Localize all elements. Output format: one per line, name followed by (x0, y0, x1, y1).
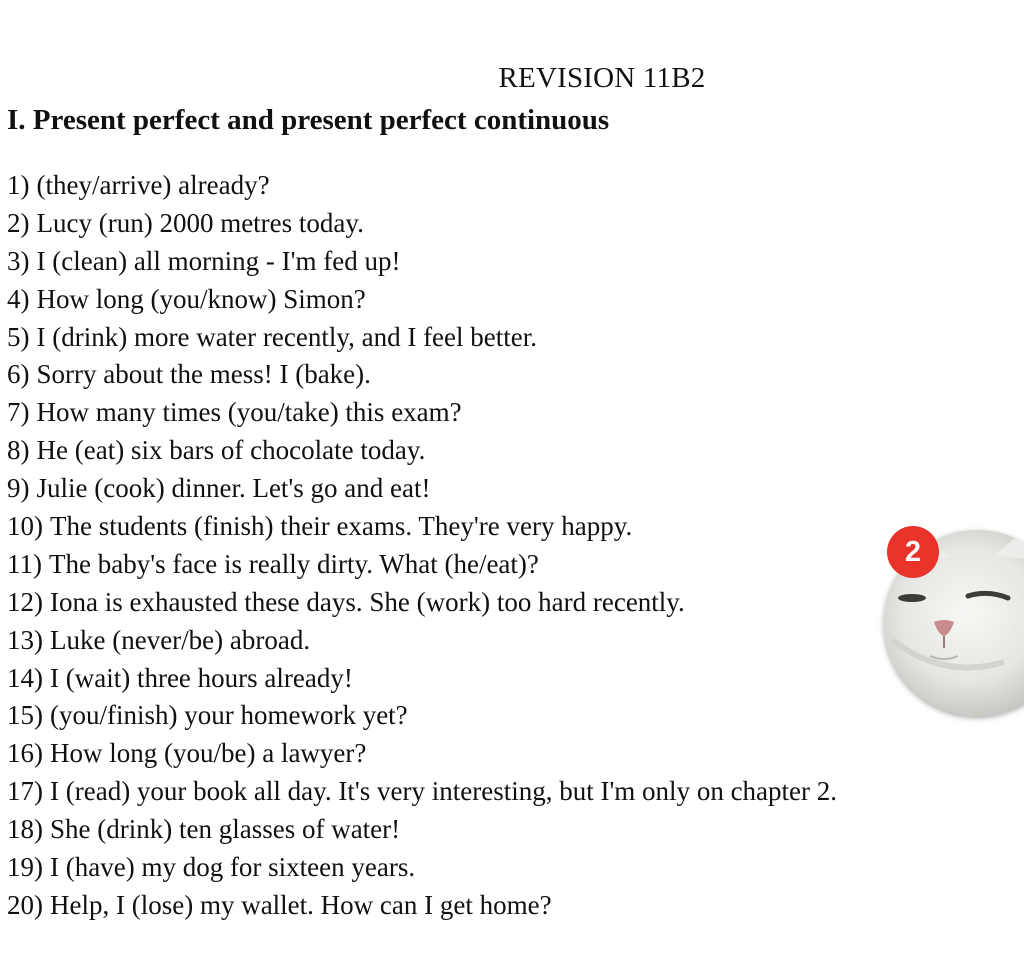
exercise-number: 2) (7, 207, 30, 238)
exercise-number: 15) (7, 700, 43, 731)
exercise-item (7, 318, 837, 356)
exercise-item (7, 242, 837, 280)
exercise-number: 9) (7, 473, 30, 504)
exercise-text: I (drink) more water recently, and I feel better. (36, 321, 538, 352)
exercise-number: 7) (7, 397, 30, 428)
exercise-number: 12) (7, 586, 43, 617)
exercise-item (7, 166, 837, 204)
exercise-text: Help, I (lose) my wallet. How can I get home? (50, 889, 552, 920)
exercise-item (7, 621, 837, 659)
exercise-number: 1) (7, 170, 30, 200)
exercise-text: I (have) my dog for sixteen years. (50, 852, 416, 883)
exercise-number: 4) (7, 283, 30, 314)
exercise-number: 3) (7, 245, 30, 276)
exercise-item (7, 204, 837, 242)
notification-badge: 2 (887, 526, 939, 578)
exercise-item (7, 393, 837, 431)
exercise-text: (they/arrive) already? (36, 170, 270, 200)
exercise-text: The students (finish) their exams. They're very happy. (50, 511, 633, 542)
exercise-number: 17) (7, 776, 43, 807)
exercise-text: I (clean) all morning - I'm fed up! (36, 245, 401, 276)
exercise-list (7, 166, 837, 924)
exercise-text: How many times (you/take) this exam? (36, 397, 462, 428)
exercise-item (7, 848, 837, 886)
exercise-text: Luke (never/be) abroad. (50, 624, 311, 655)
exercise-number: 11) (7, 548, 42, 579)
exercise-number: 10) (7, 511, 43, 542)
exercise-number: 19) (7, 852, 43, 883)
exercise-item (7, 355, 837, 393)
exercise-item (7, 659, 837, 697)
exercise-text: How long (you/be) a lawyer? (50, 738, 367, 769)
exercise-item (7, 545, 837, 583)
exercise-number: 8) (7, 435, 30, 466)
exercise-number: 5) (7, 321, 30, 352)
exercise-text: Lucy (run) 2000 metres today. (36, 207, 364, 238)
exercise-text: Sorry about the mess! I (bake). (36, 359, 371, 390)
exercise-item (7, 772, 837, 810)
exercise-item (7, 734, 837, 772)
exercise-number: 18) (7, 814, 43, 845)
exercise-item (7, 583, 837, 621)
exercise-number: 6) (7, 359, 30, 390)
exercise-text: I (read) your book all day. It's very interesting, but I'm only on chapter 2. (50, 776, 838, 807)
exercise-text: Julie (cook) dinner. Let's go and eat! (36, 473, 431, 504)
exercise-item (7, 696, 837, 734)
exercise-text: She (drink) ten glasses of water! (50, 814, 401, 845)
exercise-number: 14) (7, 662, 43, 693)
exercise-item (7, 886, 837, 924)
document-title: REVISION 11B2 (498, 62, 706, 94)
exercise-item (7, 280, 837, 318)
exercise-text: He (eat) six bars of chocolate today. (36, 435, 426, 466)
exercise-item (7, 431, 837, 469)
section-heading: I. Present perfect and present perfect continuous (7, 104, 610, 136)
exercise-number: 13) (7, 624, 43, 655)
exercise-item (7, 507, 837, 545)
exercise-item (7, 469, 837, 507)
exercise-text: Iona is exhausted these days. She (work) too hard recently. (50, 586, 685, 617)
exercise-text: The baby's face is really dirty. What (he/eat)? (49, 548, 539, 579)
exercise-number: 20) (7, 889, 43, 920)
exercise-item (7, 810, 837, 848)
exercise-text: I (wait) three hours already! (50, 662, 353, 693)
exercise-number: 16) (7, 738, 43, 769)
exercise-text: How long (you/know) Simon? (36, 283, 366, 314)
exercise-text: (you/finish) your homework yet? (50, 700, 408, 731)
